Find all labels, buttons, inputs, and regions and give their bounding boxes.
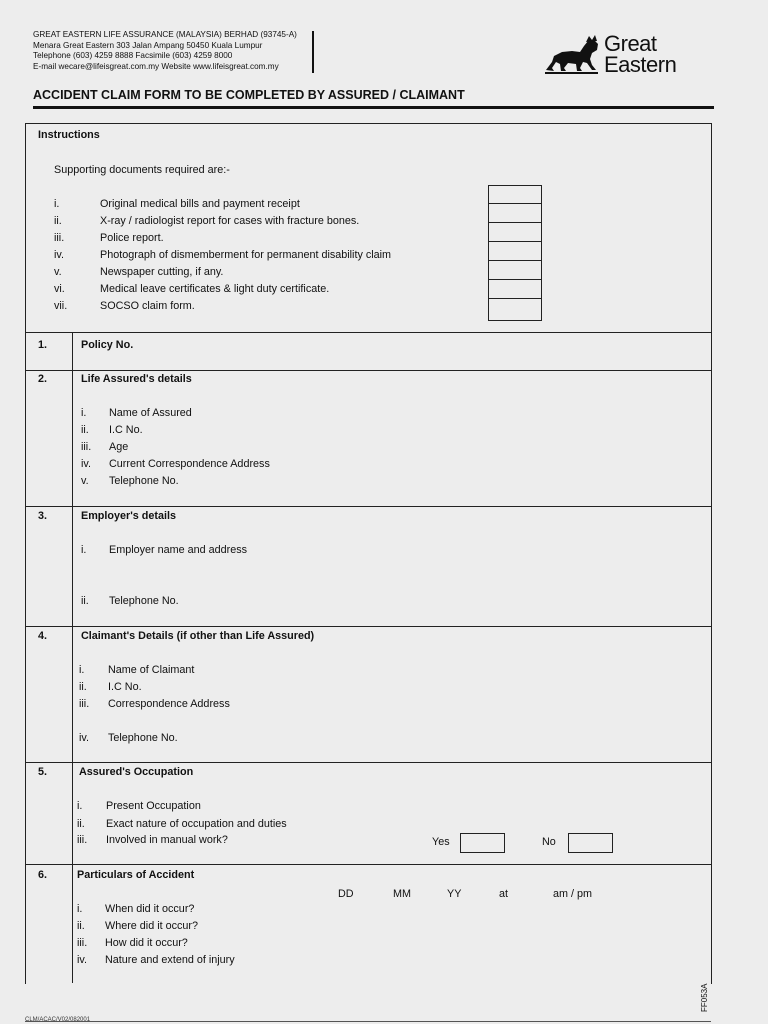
- field-label: Present Occupation: [106, 800, 201, 812]
- list-item: Police report.: [100, 232, 164, 244]
- list-item-number: v.: [54, 266, 62, 278]
- field-label: I.C No.: [109, 424, 143, 436]
- document-checkbox-column: [488, 185, 542, 321]
- field-number: ii.: [81, 595, 89, 607]
- field-label: Exact nature of occupation and duties: [106, 818, 287, 830]
- document-checkbox[interactable]: [489, 300, 541, 319]
- document-checkbox[interactable]: [489, 243, 541, 261]
- number-column-divider: [72, 332, 73, 983]
- field-number: iv.: [77, 954, 87, 966]
- instructions-heading: Instructions: [38, 129, 100, 141]
- section-divider: [25, 626, 711, 627]
- header-divider: [312, 31, 314, 73]
- document-checkbox[interactable]: [489, 262, 541, 280]
- logo-text-line1: Great: [604, 31, 657, 56]
- field-label: When did it occur?: [105, 903, 195, 915]
- field-number: iii.: [81, 441, 92, 453]
- section-divider: [25, 370, 711, 371]
- list-item-number: i.: [54, 198, 60, 210]
- field-label: Name of Claimant: [108, 664, 195, 676]
- section-number: 5.: [38, 766, 48, 778]
- company-info: [33, 30, 313, 72]
- field-label: Name of Assured: [109, 407, 192, 419]
- company-contact: E-mail wecare@lifeisgreat.com.my Website www.lifeisgreat.com.my: [33, 61, 279, 71]
- document-checkbox[interactable]: [489, 186, 541, 204]
- field-label: How did it occur?: [105, 937, 188, 949]
- field-label: Telephone No.: [109, 475, 179, 487]
- field-label: Telephone No.: [109, 595, 179, 607]
- list-item: Medical leave certificates & light duty certificate.: [100, 283, 330, 295]
- field-label: Telephone No.: [108, 732, 178, 744]
- yes-label: Yes: [432, 836, 450, 848]
- field-number: i.: [77, 800, 83, 812]
- field-label: Employer name and address: [109, 544, 248, 556]
- no-checkbox[interactable]: [568, 833, 613, 853]
- field-label: Age: [109, 441, 129, 453]
- field-number: ii.: [77, 920, 85, 932]
- date-day-label: DD: [338, 888, 354, 900]
- field-number: ii.: [77, 818, 85, 830]
- logo-text-line2: Eastern: [604, 52, 677, 77]
- no-label: No: [542, 836, 556, 848]
- field-label: Nature and extend of injury: [105, 954, 235, 966]
- section-title-employer: Employer's details: [81, 510, 176, 522]
- field-number: iii.: [77, 937, 88, 949]
- section-divider: [25, 332, 711, 333]
- field-number: i.: [81, 407, 87, 419]
- form-code: CLM/ACAC/V02/082001: [25, 1017, 91, 1023]
- field-number: ii.: [81, 424, 89, 436]
- am-pm-label: am / pm: [553, 888, 592, 900]
- section-divider: [25, 864, 711, 865]
- document-checkbox[interactable]: [489, 224, 541, 242]
- section-title-occupation: Assured's Occupation: [79, 766, 194, 778]
- field-number: v.: [81, 475, 89, 487]
- list-item-number: ii.: [54, 215, 62, 227]
- date-year-label: YY: [447, 888, 462, 900]
- section-title-policy: Policy No.: [81, 339, 134, 351]
- side-form-code: FF053A: [700, 983, 709, 1012]
- list-item: Newspaper cutting, if any.: [100, 266, 224, 278]
- field-number: i.: [77, 903, 83, 915]
- title-rule: [33, 106, 714, 109]
- list-item: Photograph of dismemberment for permanent disability claim: [100, 249, 392, 261]
- company-address: Menara Great Eastern 303 Jalan Ampang 50450 Kuala Lumpur: [33, 40, 263, 50]
- yes-checkbox[interactable]: [460, 833, 505, 853]
- section-title-claimant: Claimant's Details (if other than Life Assured): [81, 630, 315, 642]
- field-label: Where did it occur?: [105, 920, 199, 932]
- lion-icon: [542, 32, 602, 78]
- section-title-life-assured: Life Assured's details: [81, 373, 192, 385]
- field-label: Current Correspondence Address: [109, 458, 270, 470]
- section-number: 6.: [38, 869, 48, 881]
- field-number: iii.: [79, 698, 90, 710]
- section-divider: [25, 762, 711, 763]
- list-item-number: iv.: [54, 249, 64, 261]
- section-divider: [25, 506, 711, 507]
- list-item-number: vi.: [54, 283, 65, 295]
- instructions-intro: Supporting documents required are:-: [54, 164, 230, 176]
- field-label: Correspondence Address: [108, 698, 230, 710]
- document-checkbox[interactable]: [489, 205, 541, 223]
- field-label: Involved in manual work?: [106, 834, 228, 846]
- list-item: Original medical bills and payment receipt: [100, 198, 300, 210]
- list-item-number: iii.: [54, 232, 65, 244]
- footer-rule: [25, 1021, 711, 1022]
- time-at-label: at: [499, 888, 509, 900]
- section-title-accident: Particulars of Accident: [77, 869, 195, 881]
- date-month-label: MM: [393, 888, 411, 900]
- great-eastern-logo: [542, 32, 692, 78]
- document-checkbox[interactable]: [489, 281, 541, 299]
- field-number: iv.: [79, 732, 89, 744]
- section-number: 3.: [38, 510, 48, 522]
- field-number: i.: [79, 664, 85, 676]
- field-number: iv.: [81, 458, 91, 470]
- field-number: iii.: [77, 834, 88, 846]
- form-title: ACCIDENT CLAIM FORM TO BE COMPLETED BY ASSURED / CLAIMANT: [33, 88, 465, 102]
- company-name: GREAT EASTERN LIFE ASSURANCE (MALAYSIA) BERHAD (93745-A): [33, 30, 297, 39]
- list-item: X-ray / radiologist report for cases with fracture bones.: [100, 215, 360, 227]
- list-item: SOCSO claim form.: [100, 300, 195, 312]
- field-number: i.: [81, 544, 87, 556]
- field-label: I.C No.: [108, 681, 142, 693]
- list-item-number: vii.: [54, 300, 68, 312]
- section-number: 1.: [38, 339, 48, 351]
- field-number: ii.: [79, 681, 87, 693]
- company-phone: Telephone (603) 4259 8888 Facsimile (603) 4259 8000: [33, 51, 233, 61]
- section-number: 4.: [38, 630, 48, 642]
- section-number: 2.: [38, 373, 48, 385]
